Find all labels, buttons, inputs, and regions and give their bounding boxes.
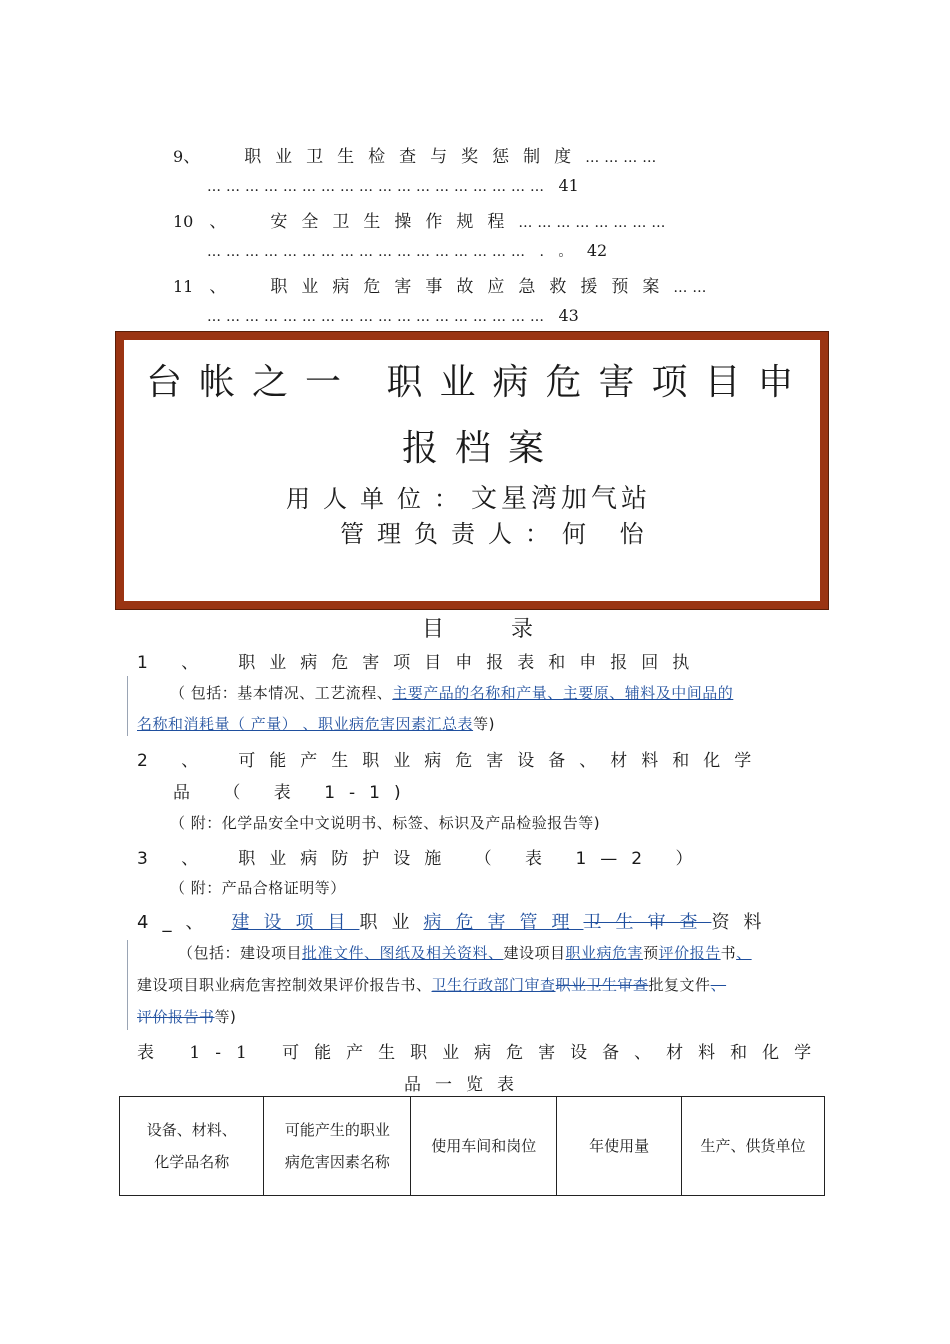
toc-leader-11: ……………………………………………… 43 — [207, 306, 579, 325]
note-link-products[interactable]: 主要产品的名称和产量、主要原、辅料及中间品的 — [392, 684, 734, 702]
table-caption-line1: 表 1-1 可能产生职业病危害设备、材料和化学 — [137, 1043, 827, 1063]
cover-title-line2: 报档案 — [402, 428, 562, 469]
deleted-text-review: 职业卫生审查 — [555, 976, 649, 994]
contents-item-3-note: （ 附：产品合格证明等） — [170, 879, 346, 897]
toc-leader-9: ……………………………………………… 41 — [207, 176, 579, 195]
header-supplier: 生产、供货单位 — [681, 1097, 824, 1196]
toc-entry-10: 10 、 安全卫生操作规程…………………… — [173, 212, 671, 232]
note-link-summary[interactable]: 总表 — [442, 715, 474, 733]
manager-name: 何 怡 — [562, 520, 657, 548]
contents-item-1: 1 、 职业病危害项目申报表和申报回执 — [137, 653, 704, 673]
employer-name: 文星湾加气站 — [471, 484, 652, 514]
contents-item-1-note-line1: （ 包括：基本情况、工艺流程、主要产品的名称和产量、主要原、辅料及中间品的 — [170, 684, 734, 702]
header-hazard: 可能产生的职业病危害因素名称 — [264, 1097, 411, 1196]
toc-page-10: 42 — [586, 241, 608, 260]
toc-entry-9: 9、 职业卫生检查与奖惩制度………… — [173, 147, 662, 167]
contents-item-2-cont: 品 （ 表 1-1) — [173, 783, 415, 803]
note-link-consumption[interactable]: 名称和消耗量（ 产量） 、职业病危害因素汇 — [137, 715, 443, 733]
note-link-hazard[interactable]: 职业病危害 — [565, 944, 644, 962]
note-link-health-dept[interactable]: 卫生行政部门审查 — [431, 976, 556, 994]
deleted-text-report: 评价报告书 — [137, 1008, 215, 1026]
toc-page-9: 41 — [558, 176, 579, 195]
revision-bar — [127, 940, 128, 1030]
toc-page-11: 43 — [558, 306, 579, 325]
contents-item-1-note-line2: 名称和消耗量（ 产量） 、职业病危害因素汇总表等) — [137, 715, 495, 733]
contents-item-4-note-line1: （包括：建设项目批准文件、图纸及相关资料、建设项目职业病危害预评价报告书、 — [178, 944, 752, 962]
revision-bar — [127, 676, 128, 736]
toc-entry-11: 11 、 职业病危害事故应急救援预案…… — [173, 277, 712, 297]
contents-item-2: 2 、 可能产生职业病危害设备、材料和化学 — [137, 751, 766, 771]
manager-line: 管理负责人：何 怡 — [340, 520, 657, 548]
toc-leader-10: …………………………………………… . 。 42 — [207, 241, 608, 260]
note-link-evaluation[interactable]: 评价报告 — [658, 944, 721, 962]
employer-line: 用人单位：文星湾加气站 — [286, 484, 652, 514]
table-caption-line2: 品一览表 — [404, 1075, 528, 1095]
note-link-approval[interactable]: 批准文件、图纸及相关资料、 — [302, 944, 504, 962]
item4-deleted-text: 卫生审查 — [583, 912, 712, 933]
header-annual-usage: 年使用量 — [557, 1097, 682, 1196]
header-name: 设备、材料、化学品名称 — [120, 1097, 264, 1196]
item4-link-project[interactable]: 建设项目 — [231, 912, 360, 933]
cover-title-line1: 台帐之一 职业病危害项目申 — [146, 362, 811, 403]
chemicals-table — [119, 1096, 825, 1196]
table-header-row — [120, 1097, 825, 1196]
contents-item-4: 4_、 建设项目职业病危害管理卫生审查资料 — [137, 912, 776, 933]
contents-item-4-note-line2: 建设项目职业病危害控制效果评价报告书、卫生行政部门审查职业卫生审查批复文件、 — [137, 976, 727, 994]
header-workshop: 使用车间和岗位 — [411, 1097, 557, 1196]
cover-frame — [116, 332, 828, 609]
contents-item-3: 3 、 职业病防护设施 （ 表 1—2 ） — [137, 849, 707, 869]
item4-link-management[interactable]: 病危害管理 — [423, 912, 584, 933]
contents-heading: 目 录 — [422, 617, 563, 642]
contents-item-2-note: （ 附：化学品安全中文说明书、标签、标识及产品检验报告等) — [170, 814, 601, 832]
contents-item-4-note-line3: 评价报告书等) — [137, 1008, 237, 1026]
